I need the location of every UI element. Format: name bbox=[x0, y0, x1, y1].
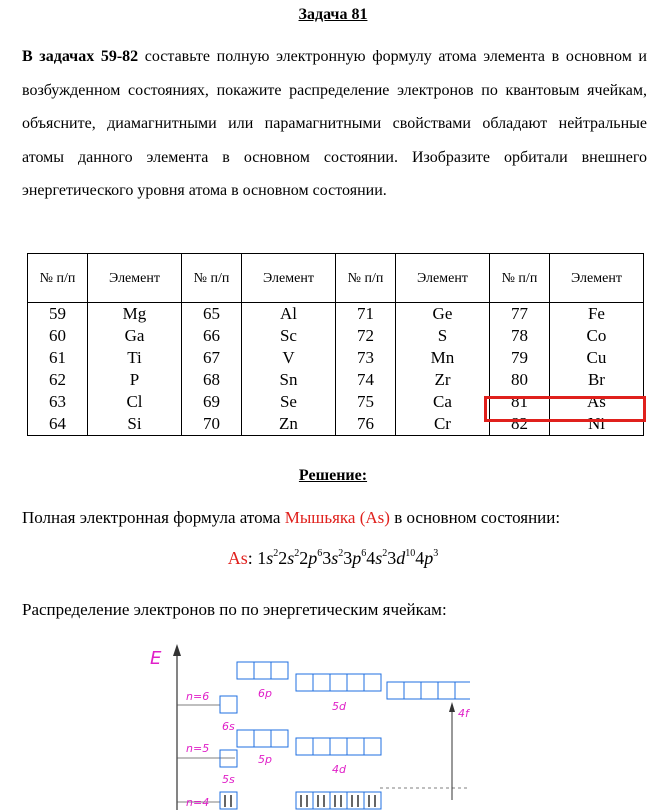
cell-element: Zr bbox=[395, 369, 489, 391]
config-term-n: 2 bbox=[278, 548, 288, 568]
distribution-text: Распределение электронов по по энергетическим ячейкам: bbox=[22, 600, 447, 619]
cell-number: 71 bbox=[335, 303, 395, 326]
cell-element: Cr bbox=[395, 413, 489, 436]
config-term-n: 3 bbox=[387, 548, 397, 568]
cell-number: 66 bbox=[181, 325, 241, 347]
config-term bbox=[322, 548, 343, 568]
level-label-n6: n=6 bbox=[186, 690, 210, 703]
sublevel-4d: 4d bbox=[332, 763, 346, 776]
cells-4f bbox=[387, 682, 470, 699]
cell-element: Ti bbox=[88, 347, 182, 369]
cell-number: 81 bbox=[489, 391, 549, 413]
cell-element: Br bbox=[549, 369, 643, 391]
cell-number: 69 bbox=[181, 391, 241, 413]
cell-number: 82 bbox=[489, 413, 549, 436]
cell-number: 62 bbox=[28, 369, 88, 391]
elements-table bbox=[27, 253, 644, 436]
cell-element: Ni bbox=[549, 413, 643, 436]
cell-number: 73 bbox=[335, 347, 395, 369]
config-term-e: 6 bbox=[317, 548, 323, 559]
config-term bbox=[415, 548, 438, 568]
cell-element: Ga bbox=[88, 325, 182, 347]
electron-configuration bbox=[0, 548, 666, 569]
orbital-cell bbox=[296, 674, 313, 691]
orbital-cell bbox=[220, 696, 237, 713]
orbital-cell bbox=[254, 730, 271, 747]
cell-element: Cl bbox=[88, 391, 182, 413]
cell-element: Si bbox=[88, 413, 182, 436]
cells-4s bbox=[220, 792, 237, 809]
table-row bbox=[28, 303, 644, 326]
config-terms bbox=[257, 548, 438, 568]
cell-element: Ge bbox=[395, 303, 489, 326]
sublevel-5d: 5d bbox=[332, 700, 346, 713]
orbital-cell bbox=[296, 792, 313, 809]
orbital-cell bbox=[313, 738, 330, 755]
orbital-cell bbox=[438, 682, 455, 699]
formula-intro-after: в основном состоянии: bbox=[389, 508, 561, 527]
orbital-cell bbox=[237, 730, 254, 747]
header-element: Элемент bbox=[241, 254, 335, 303]
config-term bbox=[299, 548, 322, 568]
orbital-cell bbox=[364, 792, 381, 809]
config-term-l: p bbox=[308, 548, 318, 568]
task-title: Задача 81 bbox=[298, 6, 368, 23]
cell-element: Ca bbox=[395, 391, 489, 413]
cell-number: 60 bbox=[28, 325, 88, 347]
cell-element: Zn bbox=[241, 413, 335, 436]
cell-element: Mn bbox=[395, 347, 489, 369]
config-term-e: 2 bbox=[382, 548, 388, 559]
header-number: № п/п bbox=[489, 254, 549, 303]
orbital-cell bbox=[455, 682, 470, 699]
energy-axis bbox=[173, 644, 181, 810]
config-term bbox=[387, 548, 415, 568]
orbital-cell bbox=[421, 682, 438, 699]
sublevel-4f: 4f bbox=[458, 707, 469, 720]
header-number: № п/п bbox=[335, 254, 395, 303]
cell-number: 67 bbox=[181, 347, 241, 369]
config-term-n: 3 bbox=[343, 548, 353, 568]
cells-6s bbox=[220, 696, 237, 713]
sublevel-5s: 5s bbox=[222, 773, 235, 786]
orbital-cell bbox=[220, 750, 237, 767]
sublevel-6s: 6s bbox=[222, 720, 235, 733]
cell-element: Se bbox=[241, 391, 335, 413]
cell-number: 61 bbox=[28, 347, 88, 369]
cells-5d bbox=[296, 674, 381, 691]
table-row bbox=[28, 391, 644, 413]
orbital-cell bbox=[387, 682, 404, 699]
table-header-row bbox=[28, 254, 644, 303]
cell-number: 72 bbox=[335, 325, 395, 347]
cell-element: Co bbox=[549, 325, 643, 347]
sublevel-6p: 6p bbox=[258, 687, 272, 700]
cell-element: Cu bbox=[549, 347, 643, 369]
element-name: Мышьяка (As) bbox=[284, 508, 390, 527]
cells-5p bbox=[237, 730, 288, 747]
config-term-l: s bbox=[287, 548, 295, 568]
cell-number: 76 bbox=[335, 413, 395, 436]
config-term-n: 1 bbox=[257, 548, 267, 568]
header-element: Элемент bbox=[549, 254, 643, 303]
cell-number: 74 bbox=[335, 369, 395, 391]
config-colon: : bbox=[247, 548, 253, 568]
config-term-e: 10 bbox=[405, 548, 416, 559]
cells-3d bbox=[296, 792, 381, 809]
cells-5s bbox=[220, 750, 237, 767]
config-term-n: 4 bbox=[366, 548, 376, 568]
solution-title: Решение: bbox=[298, 467, 368, 484]
orbital-cell bbox=[254, 662, 271, 679]
config-term-l: s bbox=[266, 548, 274, 568]
orbital-cell bbox=[220, 792, 237, 809]
cell-element: P bbox=[88, 369, 182, 391]
cell-number: 77 bbox=[489, 303, 549, 326]
cell-number: 63 bbox=[28, 391, 88, 413]
config-term-l: s bbox=[331, 548, 339, 568]
axis-label-e: E bbox=[150, 648, 162, 669]
cell-number: 64 bbox=[28, 413, 88, 436]
cell-number: 75 bbox=[335, 391, 395, 413]
energy-level-diagram bbox=[140, 640, 470, 810]
cell-number: 65 bbox=[181, 303, 241, 326]
arrow-4f bbox=[449, 702, 455, 800]
table-row bbox=[28, 413, 644, 436]
header-number: № п/п bbox=[28, 254, 88, 303]
orbital-cell bbox=[313, 674, 330, 691]
cell-number: 78 bbox=[489, 325, 549, 347]
sublevel-5p: 5p bbox=[258, 753, 272, 766]
cells-6p bbox=[237, 662, 288, 679]
config-term-e: 6 bbox=[361, 548, 367, 559]
config-term-n: 4 bbox=[415, 548, 425, 568]
orbital-cell bbox=[271, 662, 288, 679]
orbital-cell bbox=[313, 792, 330, 809]
level-label-n5: n=5 bbox=[186, 742, 210, 755]
config-term bbox=[343, 548, 366, 568]
cell-element: Mg bbox=[88, 303, 182, 326]
config-term-l: p bbox=[424, 548, 434, 568]
orbital-cell bbox=[237, 662, 254, 679]
config-term-l: p bbox=[352, 548, 362, 568]
cell-number: 68 bbox=[181, 369, 241, 391]
orbital-cell bbox=[347, 674, 364, 691]
cell-element: As bbox=[549, 391, 643, 413]
header-number: № п/п bbox=[181, 254, 241, 303]
config-symbol: As bbox=[227, 548, 248, 568]
header-element: Элемент bbox=[395, 254, 489, 303]
cell-element: Sc bbox=[241, 325, 335, 347]
orbital-cell bbox=[404, 682, 421, 699]
config-term-l: s bbox=[375, 548, 383, 568]
config-term-e: 3 bbox=[433, 548, 439, 559]
header-element: Элемент bbox=[88, 254, 182, 303]
cell-element: Fe bbox=[549, 303, 643, 326]
orbital-cell bbox=[330, 674, 347, 691]
orbital-cells bbox=[220, 662, 470, 809]
orbital-cell bbox=[364, 674, 381, 691]
config-term bbox=[366, 548, 387, 568]
config-term-n: 2 bbox=[299, 548, 309, 568]
config-term bbox=[278, 548, 299, 568]
cell-element: S bbox=[395, 325, 489, 347]
orbital-cell bbox=[347, 738, 364, 755]
orbital-cell bbox=[330, 738, 347, 755]
task-description bbox=[22, 40, 647, 208]
orbital-cell bbox=[347, 792, 364, 809]
table-row bbox=[28, 369, 644, 391]
table-row bbox=[28, 347, 644, 369]
table-row bbox=[28, 325, 644, 347]
task-text: составьте полную электронную формулу атома элемента в основном и возбужденном состояниях, покажите распределение электронов по квантовым ячейкам, объясните, диамагнитными или парамагнитными свойствами обладают нейтральные атомы данного элемента в основном состоянии. Изобразите орбитали внешнего энергетического уровня атома в основном состоянии. bbox=[22, 48, 647, 199]
orbital-cell bbox=[330, 792, 347, 809]
level-label-n4: n=4 bbox=[186, 796, 210, 809]
cell-element: Al bbox=[241, 303, 335, 326]
config-term-e: 2 bbox=[273, 548, 279, 559]
formula-intro-before: Полная электронная формула атома bbox=[22, 508, 285, 527]
orbital-cell bbox=[296, 738, 313, 755]
config-term-l: d bbox=[396, 548, 406, 568]
formula-intro bbox=[22, 508, 560, 528]
cell-number: 79 bbox=[489, 347, 549, 369]
cell-element: V bbox=[241, 347, 335, 369]
orbital-cell bbox=[271, 730, 288, 747]
config-term-e: 2 bbox=[338, 548, 344, 559]
config-term-e: 2 bbox=[294, 548, 300, 559]
cell-element: Sn bbox=[241, 369, 335, 391]
cells-4d bbox=[296, 738, 381, 755]
orbital-cell bbox=[364, 738, 381, 755]
task-range: В задачах 59-82 bbox=[22, 48, 139, 65]
cell-number: 70 bbox=[181, 413, 241, 436]
config-term-n: 3 bbox=[322, 548, 332, 568]
cell-number: 80 bbox=[489, 369, 549, 391]
config-term bbox=[257, 548, 278, 568]
cell-number: 59 bbox=[28, 303, 88, 326]
